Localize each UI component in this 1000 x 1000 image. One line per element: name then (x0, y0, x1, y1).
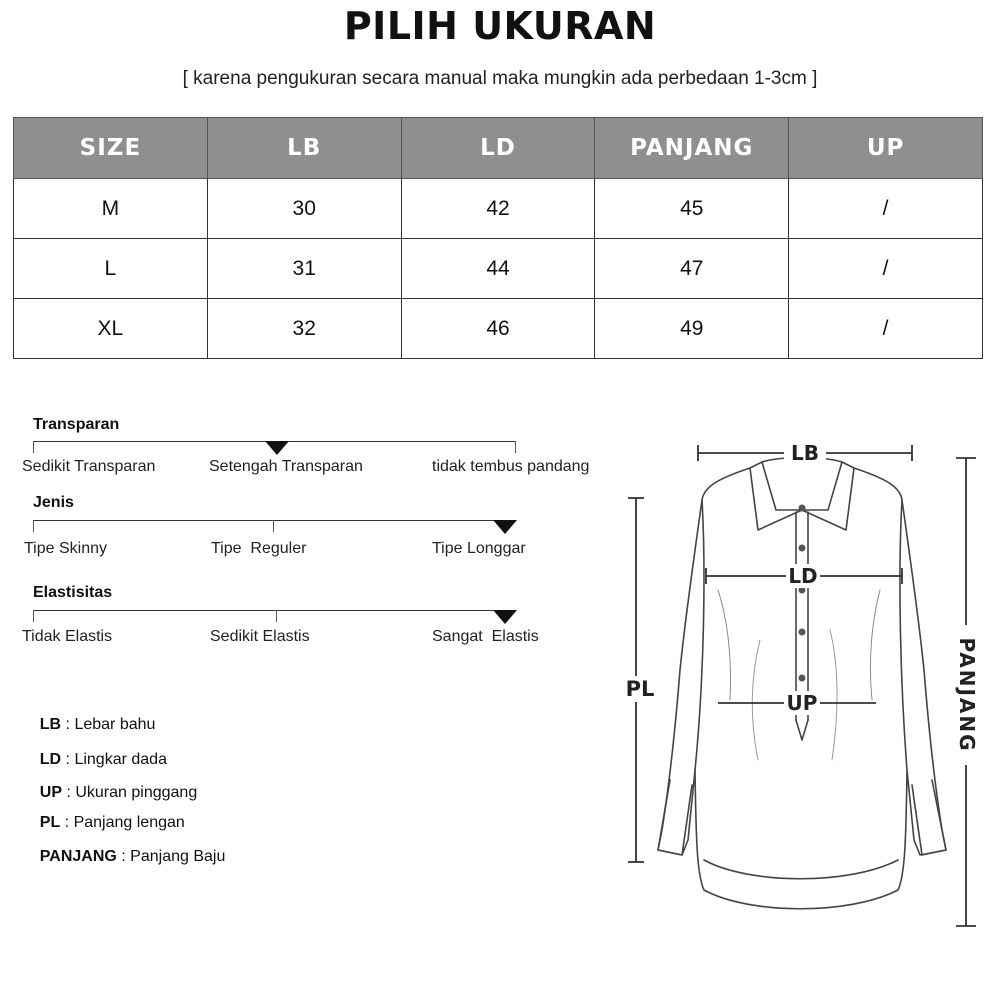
page-title: PILIH UKURAN (343, 4, 657, 48)
scale-option: Sedikit Elastis (210, 628, 310, 645)
label-lb: LB (791, 441, 819, 465)
scale-tick (33, 520, 34, 532)
scale-jenis (22, 492, 622, 562)
shirt-measurement-diagram (600, 420, 1000, 940)
scale-option: Tipe Reguler (211, 540, 307, 557)
scale-elastisitas (22, 582, 622, 652)
label-up: UP (786, 691, 818, 715)
legend-key: UP (39, 784, 63, 801)
legend-item (22, 830, 225, 884)
scale-tick (33, 441, 34, 453)
button-icon (799, 545, 806, 552)
legend-key: PANJANG (39, 848, 117, 865)
legend-desc: : Lebar bahu (61, 716, 156, 733)
scale-title: Transparan (33, 416, 120, 433)
header-ld: LD (401, 118, 595, 179)
cell-panjang: 47 (595, 239, 789, 299)
legend-desc: : Lingkar dada (61, 751, 167, 768)
scale-option: Sangat Elastis (432, 628, 539, 645)
cell-lb: 32 (207, 299, 401, 359)
size-table-header (14, 118, 983, 179)
cell-ld: 42 (401, 179, 595, 239)
table-row (14, 179, 983, 239)
header-lb: LB (207, 118, 401, 179)
cell-size: M (14, 179, 208, 239)
scale-option: Tipe Longgar (432, 540, 526, 557)
scale-option: Tidak Elastis (22, 628, 113, 645)
scale-line (33, 610, 515, 611)
legend-key: PL (39, 814, 61, 831)
scale-option: Sedikit Transparan (22, 458, 156, 475)
cell-up: / (789, 179, 983, 239)
header-size: SIZE (14, 118, 208, 179)
button-icon (799, 629, 806, 636)
label-panjang: PANJANG (955, 637, 979, 753)
button-icon (799, 675, 806, 682)
header-up: UP (789, 118, 983, 179)
label-pl: PL (625, 677, 655, 701)
scale-tick (515, 441, 516, 453)
cell-size: L (14, 239, 208, 299)
legend-desc: : Panjang Baju (116, 848, 226, 865)
legend-desc: : Panjang lengan (60, 814, 185, 831)
table-row (14, 239, 983, 299)
cell-ld: 46 (401, 299, 595, 359)
scale-line (33, 520, 515, 521)
legend-key: LB (39, 716, 62, 733)
scale-title: Elastisitas (33, 584, 113, 601)
scale-option: Tipe Skinny (24, 540, 107, 557)
cell-lb: 31 (207, 239, 401, 299)
scale-title: Jenis (33, 494, 74, 511)
cell-up: / (789, 239, 983, 299)
legend-desc: : Ukuran pinggang (62, 784, 198, 801)
scale-tick (273, 520, 274, 532)
scale-transparan (22, 414, 622, 484)
measurement-note: [ karena pengukuran secara manual maka mungkin ada perbedaan 1-3cm ] (182, 68, 818, 89)
button-icon (799, 505, 806, 512)
scale-tick (33, 610, 34, 622)
cell-panjang: 49 (595, 299, 789, 359)
selected-marker-icon (493, 610, 517, 624)
cell-panjang: 45 (595, 179, 789, 239)
scale-tick (276, 610, 277, 622)
cell-ld: 44 (401, 239, 595, 299)
scale-option: Setengah Transparan (209, 458, 363, 475)
legend-key: LD (39, 751, 62, 768)
size-table (13, 117, 983, 359)
cell-size: XL (14, 299, 208, 359)
cell-up: / (789, 299, 983, 359)
label-ld: LD (788, 564, 818, 588)
scale-option: tidak tembus pandang (432, 458, 590, 475)
cell-lb: 30 (207, 179, 401, 239)
selected-marker-icon (493, 520, 517, 534)
table-row (14, 299, 983, 359)
header-panjang: PANJANG (595, 118, 789, 179)
selected-marker-icon (265, 441, 289, 455)
